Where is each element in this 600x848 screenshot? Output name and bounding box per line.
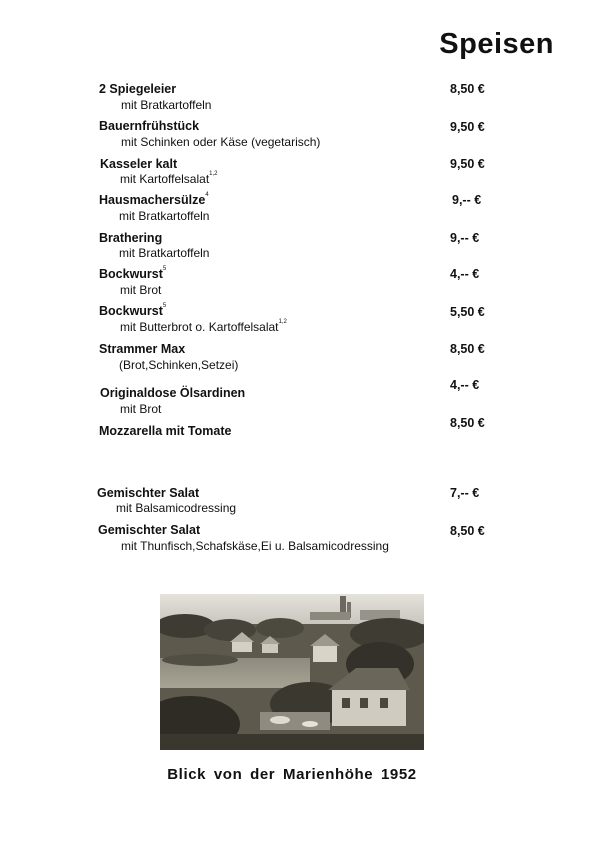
item-price: 9,50 € — [450, 120, 485, 134]
item-name: Gemischter Salat — [97, 486, 200, 500]
item-description: mit Balsamicodressing — [116, 501, 237, 515]
item-price: 8,50 € — [450, 82, 485, 96]
page-title: Speisen — [439, 28, 554, 60]
item-name: Strammer Max — [99, 342, 186, 356]
item-name: Kasseler kalt — [100, 157, 178, 171]
item-name: Bockwurst$^5$ — [99, 303, 167, 318]
photo-caption: Blick von der Marienhöhe 1952 — [167, 766, 417, 783]
item-price: 8,50 € — [450, 342, 485, 356]
item-description: mit Thunfisch,Schafskäse,Ei u. Balsamicodressing — [121, 539, 389, 553]
item-description: mit Kartoffelsalat$^{1,2}$ — [120, 171, 218, 186]
item-description: mit Butterbrot o. Kartoffelsalat$^{1,2}$ — [120, 319, 287, 334]
item-price: 4,-- € — [450, 378, 480, 392]
item-price: 8,50 € — [450, 416, 485, 430]
item-price: 9,50 € — [450, 157, 485, 171]
item-price: 9,-- € — [450, 231, 480, 245]
item-description: mit Brot — [120, 402, 162, 416]
item-name: Gemischter Salat — [98, 523, 201, 537]
item-price: 7,-- € — [450, 486, 480, 500]
item-name: Mozzarella mit Tomate — [99, 424, 232, 438]
photo-illustration — [160, 594, 424, 750]
item-name: Bauernfrühstück — [99, 119, 200, 133]
item-name: 2 Spiegeleier — [99, 82, 177, 96]
item-name: Hausmachersülze$^4$ — [99, 192, 209, 207]
item-description: mit Brot — [120, 283, 162, 297]
item-name: Bockwurst$^5$ — [99, 266, 167, 281]
item-name: Originaldose Ölsardinen — [100, 386, 246, 400]
item-price: 4,-- € — [450, 267, 480, 281]
item-price: 8,50 € — [450, 524, 485, 538]
item-price: 5,50 € — [450, 305, 485, 319]
item-description: mit Bratkartoffeln — [119, 246, 210, 260]
item-description: mit Bratkartoffeln — [121, 98, 212, 112]
item-description: mit Schinken oder Käse (vegetarisch) — [121, 135, 321, 149]
item-name: Brathering — [99, 231, 163, 245]
item-price: 9,-- € — [452, 193, 482, 207]
item-description: mit Bratkartoffeln — [119, 209, 210, 223]
item-description: (Brot,Schinken,Setzei) — [119, 358, 239, 372]
sepia-town-photo — [160, 594, 424, 750]
